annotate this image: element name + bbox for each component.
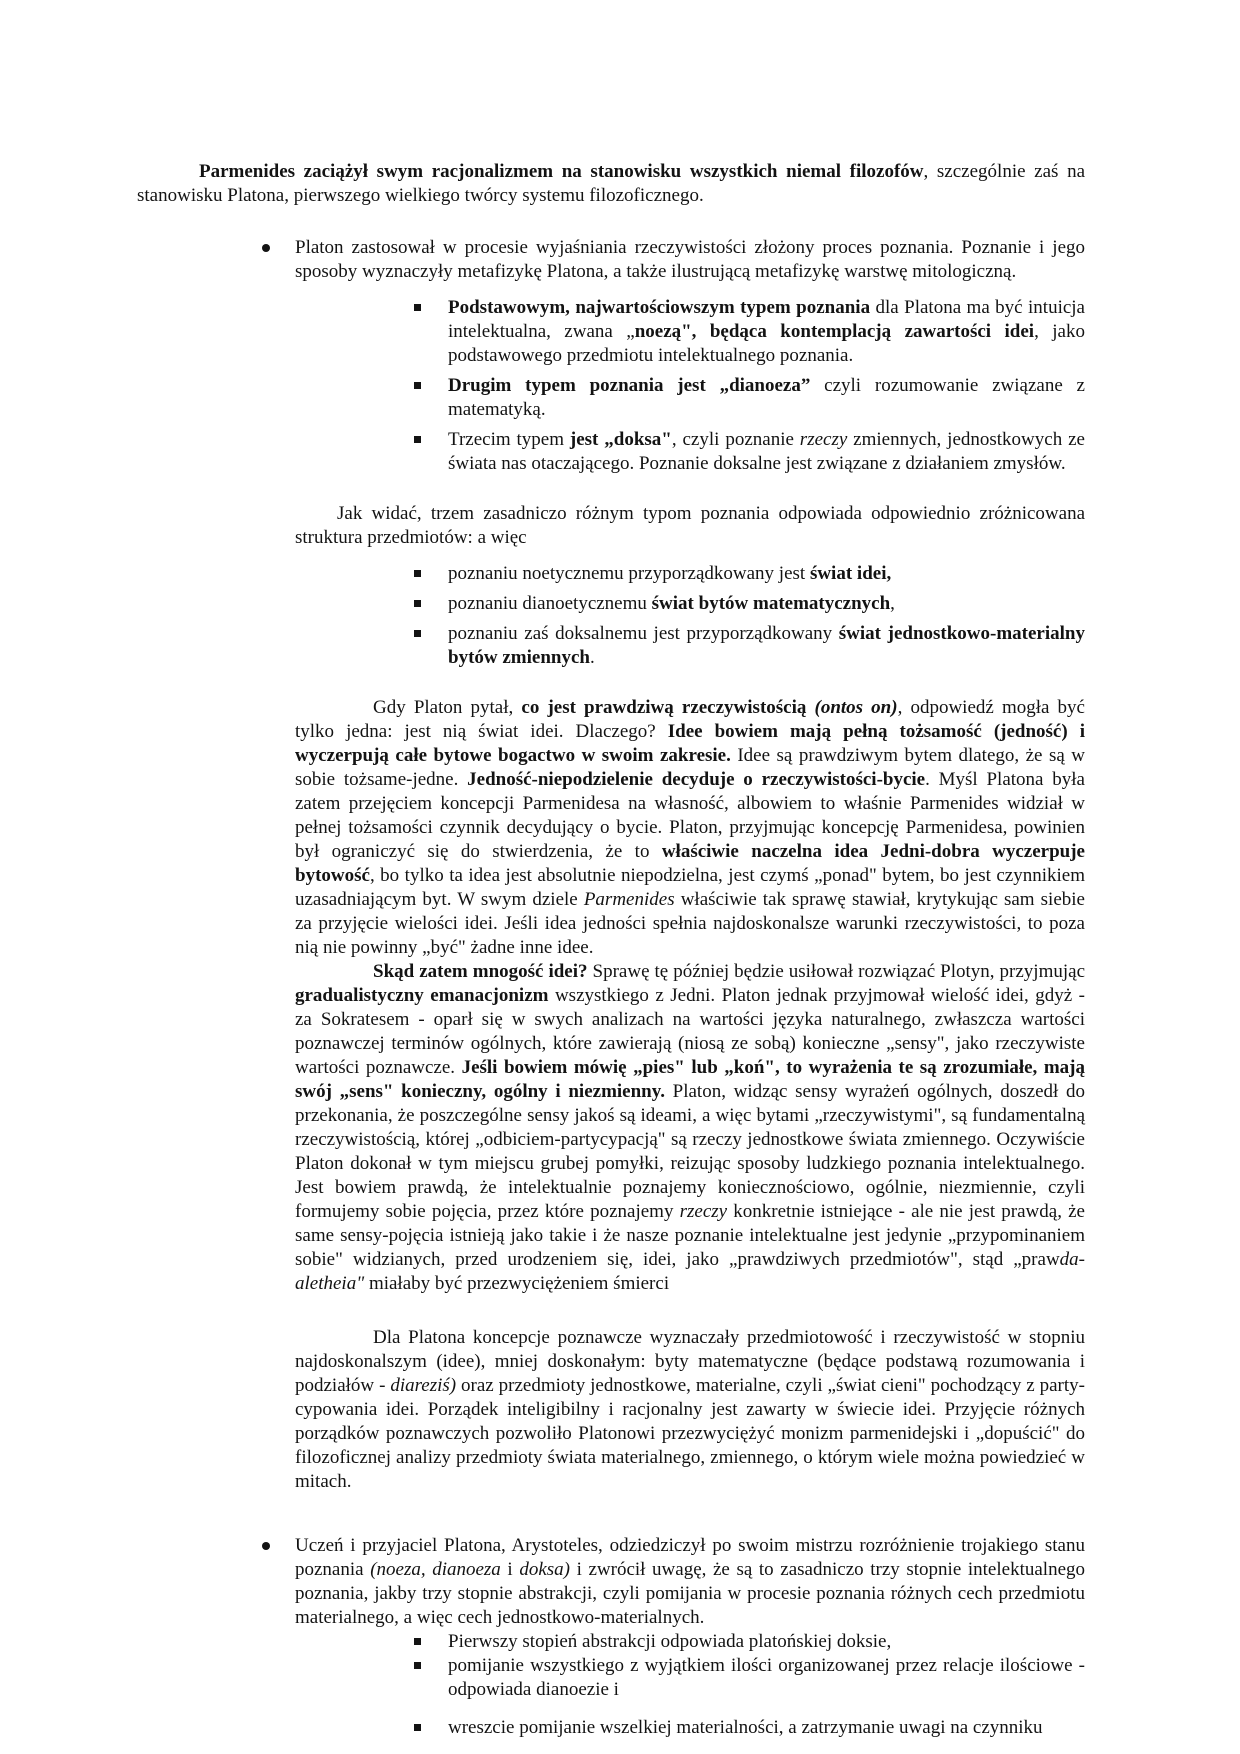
text-run: oraz przedmioty jednostkowe, materialne, czyli „świat cieni" pochodzący z party-cypowania idei. Porządek inteligibilny i racjonalny jest zawarty w świecie idei. Przyjęcie różnych porządków poznawczych pozwoliło Platonowi przezwyciężyć monizm parmenidejski i „dopuścić" do filozoficznej analizy przedmioty świata materialnego, zmiennego, o którym wiele można powiedzieć w mitach. (295, 1375, 1085, 1492)
text-run: , szczególnie zaś na stanowisku Platona, pierwszego wielkiego twórcy systemu filozoficznego. (137, 161, 1086, 206)
text-run: Jak widać, trzem zasadniczo różnym typom poznania odpowiada odpowiednio zróżnicowana struktura przedmiotów: a więc (295, 503, 1085, 548)
text-run: poznaniu zaś doksalnemu jest przyporządkowany (448, 623, 839, 644)
text-run: Trzecim typem (448, 429, 570, 450)
text-run: Drugim typem poznania jest „dianoeza” (448, 375, 811, 396)
text-run: rzeczy (799, 429, 848, 450)
paragraph (295, 696, 1085, 960)
text-run: , odpowiedź mogła być tylko jedna: jest nią świat idei. Dlaczego? (295, 697, 1085, 742)
text-run: Podstawowym, najwartościowszym typem poznania (448, 297, 871, 318)
text-run: Jedność-niepodzielenie decyduje o rzeczywistości-bycie (467, 769, 926, 790)
text-run: i zwrócił uwagę, że są to zasadniczo trzy stopnie intelektualnego poznania, jakby trzy stopnie abstrakcji, czyli pomijania w procesie poznania różnych cech przedmiotu materialnego, a więc cech jednostkowo-materialnych. (295, 1559, 1086, 1628)
sub-bullet-item (448, 374, 1085, 422)
text-run: . Myśl Platona była zatem przejęciem koncepcji Parmenidesa na własność, albowiem to właśnie Parmenides widział w pełnej tożsamości czynnik decydujący o bycie. Platon, przyjmując koncepcję Parmenidesa, powinien był ograniczyć się do stwierdzenia, że to (295, 769, 1085, 862)
sub-bullet-item (448, 296, 1085, 368)
text-run: Gdy Platon pytał, (373, 697, 522, 718)
text-run: konkretnie istniejące - ale nie jest prawdą, że same sensy-pojęcia istnieją jako takie i że nasze poznanie intelektualne jest jedynie „przypominaniem sobie" widzianych, przed urodzeniem się, idei, jako „prawdziwych przedmiotów", stąd „praw (295, 1201, 1085, 1270)
text-run: pomijanie wszystkiego z wyjątkiem ilości organizowanej przez relacje ilościowe - odpowiada dianoezie i (448, 1655, 1085, 1700)
square-bullet-icon (414, 304, 421, 311)
text-run: Parmenides (583, 889, 675, 910)
text-run: i (500, 1559, 520, 1580)
sub-bullet-item (448, 622, 1085, 670)
text-run: Skąd zatem mnogość idei? (373, 961, 588, 982)
text-run: , (890, 593, 895, 614)
text-run: świat idei, (809, 563, 892, 584)
text-run: rzeczy (679, 1201, 728, 1222)
text-run: poznaniu dianoetycznemu (448, 593, 652, 614)
paragraph (295, 960, 1085, 1296)
square-bullet-icon (414, 1638, 421, 1645)
bullet-item (295, 1534, 1085, 1630)
text-run: czyli rozumowanie związane z matematyką. (448, 375, 1085, 420)
square-bullet-icon (414, 382, 421, 389)
bullet-item (295, 236, 1085, 284)
text-run: świat bytów matematycznych (651, 593, 891, 614)
paragraph (295, 1326, 1085, 1494)
text-run: świat jednostkowo-materialny bytów zmiennych (448, 623, 1085, 668)
text-run: zmiennych, jednostkowych ze świata nas otaczającego. Poznanie doksalne jest związane z działaniem zmysłów. (448, 429, 1085, 474)
square-bullet-icon (414, 630, 421, 637)
text-run: co jest prawdziwą rzeczywistością (521, 697, 815, 718)
text-run: Parmenides zaciążył swym racjonalizmem na stanowisku wszystkich niemal filozofów (199, 161, 924, 182)
text-run: (noeza, dianoeza (370, 1559, 501, 1580)
text-run: (ontos on) (814, 697, 898, 718)
text-run: da-aletheia" (295, 1249, 1085, 1294)
text-run: gradualistyczny emanacjonizm (295, 985, 549, 1006)
text-run: Uczeń i przyjaciel Platona, Arystoteles, odziedziczył po swoim mistrzu rozróżnienie trojakiego stanu poznania (295, 1535, 1085, 1580)
sub-bullet-item (448, 1654, 1085, 1702)
square-bullet-icon (414, 1662, 421, 1669)
text-run: miałaby być przezwyciężeniem śmierci (364, 1273, 670, 1294)
text-run: właściwie tak sprawę stawiał, krytykując sam siebie za przyjęcie wielości idei. Jeśli idea jedności spełnia najdoskonalsze warunki rzeczywistości, to poza nią nie powinny „być" żadne inne idee. (295, 889, 1085, 958)
text-run: , bo tylko ta idea jest absolutnie niepodzielna, jest czymś „ponad" bytem, bo jest czynnikiem uzasadniającym byt. W swym dziele (295, 865, 1085, 910)
sub-bullet-item (448, 1716, 1085, 1740)
text-run: Idee bowiem mają pełną tożsamość (jedność) i wyczerpują całe bytowe bogactwo w swoim zakresie. (295, 721, 1085, 766)
text-run: , czyli poznanie (671, 429, 800, 450)
text-run: poznaniu noetycznemu przyporządkowany jest (448, 563, 810, 584)
text-run: doksa) (519, 1559, 570, 1580)
square-bullet-icon (414, 570, 421, 577)
paragraph (295, 502, 1085, 550)
text-run: . (589, 647, 595, 668)
sub-bullet-item (448, 592, 1085, 616)
paragraph (137, 160, 1085, 208)
square-bullet-icon (414, 1724, 421, 1731)
text-run: Platon zastosował w procesie wyjaśniania rzeczywistości złożony proces poznania. Poznanie i jego sposoby wyznaczyły metafizykę Platona, a także ilustrującą metafizykę warstwę mitologiczną. (295, 237, 1085, 282)
text-run: Dla Platona koncepcje poznawcze wyznaczały przedmiotowość i rzeczywistość w stopniu najdoskonalszym (idee), mniej doskonałym: byty matematyczne (będące podstawą rozumowania i podziałów - (295, 1327, 1085, 1396)
sub-bullet-item (448, 562, 1085, 586)
sub-bullet-item (448, 428, 1085, 476)
text-run: jest „doksa" (569, 429, 672, 450)
text-run: diareziś) (390, 1375, 457, 1396)
text-run: wszystkiego z Jedni. Platon jednak przyjmował wielość idei, gdyż - za Sokratesem - oparł się w swych analizach na wartości języka naturalnego, zwłaszcza wartości poznawczej terminów ogólnych, które zawierają (niosą ze sobą) konieczne „sensy", jako rzeczywiste wartości poznawcze. (295, 985, 1085, 1078)
disc-bullet-icon (262, 1542, 270, 1550)
text-run: , jako podstawowego przedmiotu intelektualnego poznania. (448, 321, 1085, 366)
text-run: dla Platona ma być intuicja intelektualna, zwana „ (448, 297, 1085, 342)
text-run: właściwie naczelna idea Jedni-dobra wyczerpuje bytowość (295, 841, 1085, 886)
disc-bullet-icon (262, 244, 270, 252)
square-bullet-icon (414, 436, 421, 443)
text-run: Sprawę tę później będzie usiłował rozwiązać Plotyn, przyjmując (587, 961, 1085, 982)
square-bullet-icon (414, 600, 421, 607)
text-run: Jeśli bowiem mówię „pies" lub „koń", to wyrażenia te są zrozumiałe, mają swój „sens" konieczny, ogólny i niezmienny. (295, 1057, 1085, 1102)
text-run: wreszcie pomijanie wszelkiej materialności, a zatrzymanie uwagi na czynniku (448, 1717, 1043, 1738)
sub-bullet-item (448, 1630, 1085, 1654)
text-run: Idee są prawdziwym bytem dlatego, że są w sobie tożsame-jedne. (295, 745, 1085, 790)
text-run: Pierwszy stopień abstrakcji odpowiada platońskiej doksie, (448, 1631, 892, 1652)
text-run: Platon, widząc sensy wyrażeń ogólnych, doszedł do przekonania, że poszczególne sensy jakoś są ideami, a więc bytami „rzeczywistymi", są fundamentalną rzeczywistością, której „odbiciem-partycypacją" są rzeczy jednostkowe świata zmiennego. Oczywiście Platon dokonał w tym miejscu grubej pomyłki, reizując sposoby ludzkiego poznania intelektualnego. Jest bowiem prawdą, że intelektualnie poznajemy koniecznościowo, ogólnie, niezmiennie, czyli formujemy sobie pojęcia, przez które poznajemy (295, 1081, 1085, 1222)
text-run: noezą", będąca kontemplacją zawartości idei (634, 321, 1035, 342)
